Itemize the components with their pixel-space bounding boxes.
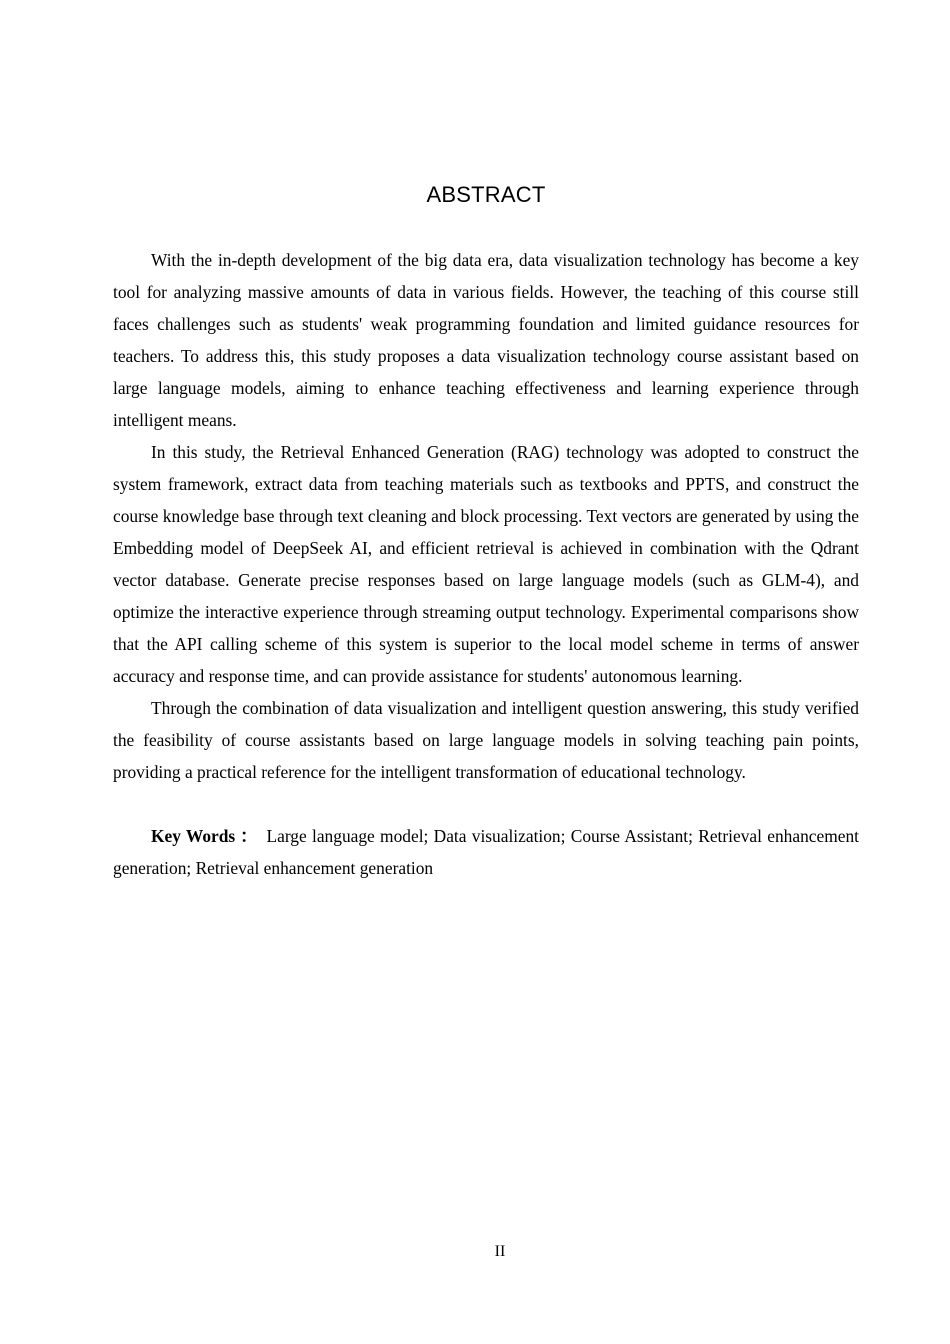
page-number: II — [494, 1243, 506, 1260]
abstract-paragraph-3: Through the combination of data visualization and intelligent question answering, this study verified the feasibility of course assistants based on large language models in solving teaching pain points, providing a practical reference for the intelligent transformation of educational technology. — [113, 698, 859, 782]
keywords-text: Large language model; Data visualization; Course Assistant; Retrieval enhancement generation; Retrieval enhancement generation — [113, 826, 859, 878]
abstract-paragraph-1: With the in-depth development of the big data era, data visualization technology has become a key tool for analyzing massive amounts of data in various fields. However, the teaching of this course still faces challenges such as students' weak programming foundation and limited guidance resources for teachers. To address this, this study proposes a data visualization technology course assistant based on large language models, aiming to enhance teaching effectiveness and learning experience through intelligent means. — [113, 250, 859, 430]
keywords-label: Key Words — [151, 826, 236, 846]
keywords-line — [113, 820, 859, 884]
keywords-separator: ： — [239, 826, 259, 846]
abstract-body — [113, 244, 859, 884]
abstract-paragraph-2: In this study, the Retrieval Enhanced Generation (RAG) technology was adopted to construct the system framework, extract data from teaching materials such as textbooks and PPTS, and construct the course knowledge base through text cleaning and block processing. Text vectors are generated by using the Embedding model of DeepSeek AI, and efficient retrieval is achieved in combination with the Qdrant vector database. Generate precise responses based on large language models (such as GLM-4), and optimize the interactive experience through streaming output technology. Experimental comparisons show that the API calling scheme of this system is superior to the local model scheme in terms of answer accuracy and response time, and can provide assistance for students' autonomous learning. — [113, 442, 859, 686]
abstract-heading: ABSTRACT — [426, 182, 546, 207]
